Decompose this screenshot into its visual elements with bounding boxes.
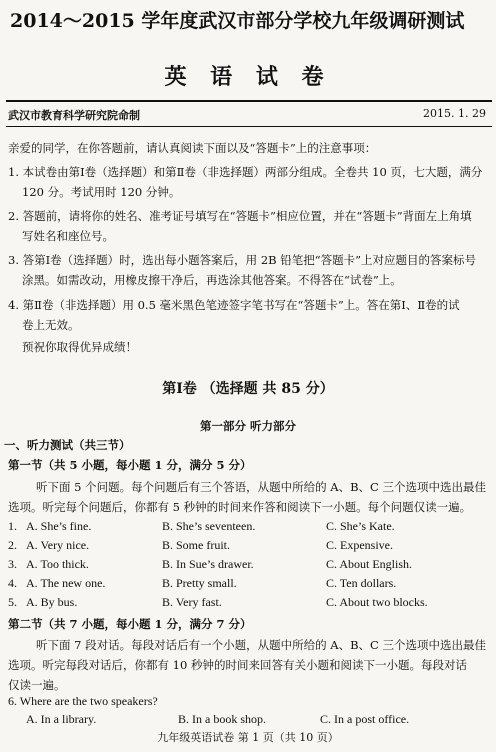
option-a: A. In a library. (26, 712, 97, 726)
question-number: 5. (8, 595, 17, 609)
exam-date: 2015. 1. 29 (423, 107, 486, 120)
option-c: C. About two blocks. (326, 595, 428, 609)
notice-line: 120 分。考试用时 120 分钟。 (22, 185, 181, 199)
section-two-title: 第二节（共 7 小题，每小题 1 分，满分 7 分） (8, 617, 252, 631)
option-a: A. She’s fine. (26, 519, 92, 533)
notice-line: 写姓名和座位号。 (22, 229, 114, 243)
notice-closing: 预祝你取得优异成绩！ (22, 340, 137, 354)
option-b: B. Very fast. (162, 595, 222, 609)
option-c: C. Ten dollars. (326, 576, 397, 590)
option-c: C. In a post office. (320, 712, 410, 726)
exam-subtitle: 英 语 试 卷 (164, 64, 332, 90)
option-a: A. Too thick. (26, 557, 89, 571)
option-a: A. By bus. (26, 595, 78, 609)
part-one-subtitle: 第一部分 听力部分 (199, 419, 296, 433)
question-stem: 6. Where are the two speakers? (8, 694, 158, 708)
issuing-organization: 武汉市教育科学研究院命制 (8, 109, 140, 122)
notice-intro: 亲爱的同学，在你答题前，请认真阅读下面以及“答题卡”上的注意事项： (8, 141, 377, 155)
question-number: 1. (8, 519, 17, 533)
notice-line: 1. 本试卷由第Ⅰ卷（选择题）和第Ⅱ卷（非选择题）两部分组成。全卷共 10 页，七大题，满分 (8, 165, 483, 179)
notice-line: 卷上无效。 (22, 318, 80, 332)
notice-line: 3. 答第Ⅰ卷（选择题）时，选出每小题答案后，用 2B 铅笔把“答题卡”上对应题目的答案标号 (8, 253, 477, 267)
page-footer: 九年级英语试卷 第 1 页（共 10 页） (157, 731, 339, 744)
header-rule-top (6, 100, 492, 102)
option-b: B. In Sue’s drawer. (162, 557, 254, 571)
option-b: B. In a book shop. (178, 712, 266, 726)
part-one-title: 第Ⅰ卷 （选择题 共 85 分） (162, 381, 334, 397)
section-two-instruction: 听下面 7 段对话。每段对话后有一个小题，从题中所给的 A、B、C 三个选项中选出最佳 (36, 638, 486, 652)
notice-line: 涂黑。如需改动，用橡皮擦干净后，再选涂其他答案。不得答在“试卷”上。 (22, 273, 402, 287)
option-a: A. The new one. (26, 576, 106, 590)
section-one-instruction: 选项。听完每个问题后，你都有 5 秒钟的时间来作答和阅读下一小题。每个问题仅读一遍。 (8, 500, 472, 514)
option-b: B. Pretty small. (162, 576, 237, 590)
section-two-instruction: 仅读一遍。 (8, 678, 66, 692)
exam-title: 2014～2015 学年度武汉市部分学校九年级调研测试 (10, 10, 465, 32)
section-one-title: 第一节（共 5 小题，每小题 1 分，满分 5 分） (8, 458, 252, 472)
option-a: A. Very nice. (26, 538, 90, 552)
option-b: B. She’s seventeen. (162, 519, 256, 533)
option-c: C. She’s Kate. (326, 519, 395, 533)
question-number: 2. (8, 538, 17, 552)
question-number: 3. (8, 557, 17, 571)
notice-line: 2. 答题前，请将你的姓名、准考证号填写在“答题卡”相应位置，并在“答题卡”背面左上角填 (8, 209, 472, 223)
option-c: C. Expensive. (326, 538, 393, 552)
question-number: 4. (8, 576, 17, 590)
section-one-instruction: 听下面 5 个问题。每个问题后有三个答语，从题中所给的 A、B、C 三个选项中选出最佳 (36, 480, 486, 494)
section-two-instruction: 选项。听完每段对话后，你都有 10 秒钟的时间来回答有关小题和阅读下一小题。每段对话 (8, 658, 467, 672)
listening-section-title: 一、听力测试（共三节） (4, 438, 131, 452)
notice-line: 4. 第Ⅱ卷（非选择题）用 0.5 毫米黑色笔迹签字笔书写在“答题卡”上。答在第Ⅰ、Ⅱ卷的试 (8, 298, 460, 312)
header-rule-bottom (6, 126, 492, 127)
option-b: B. Some fruit. (162, 538, 230, 552)
option-c: C. About English. (326, 557, 413, 571)
